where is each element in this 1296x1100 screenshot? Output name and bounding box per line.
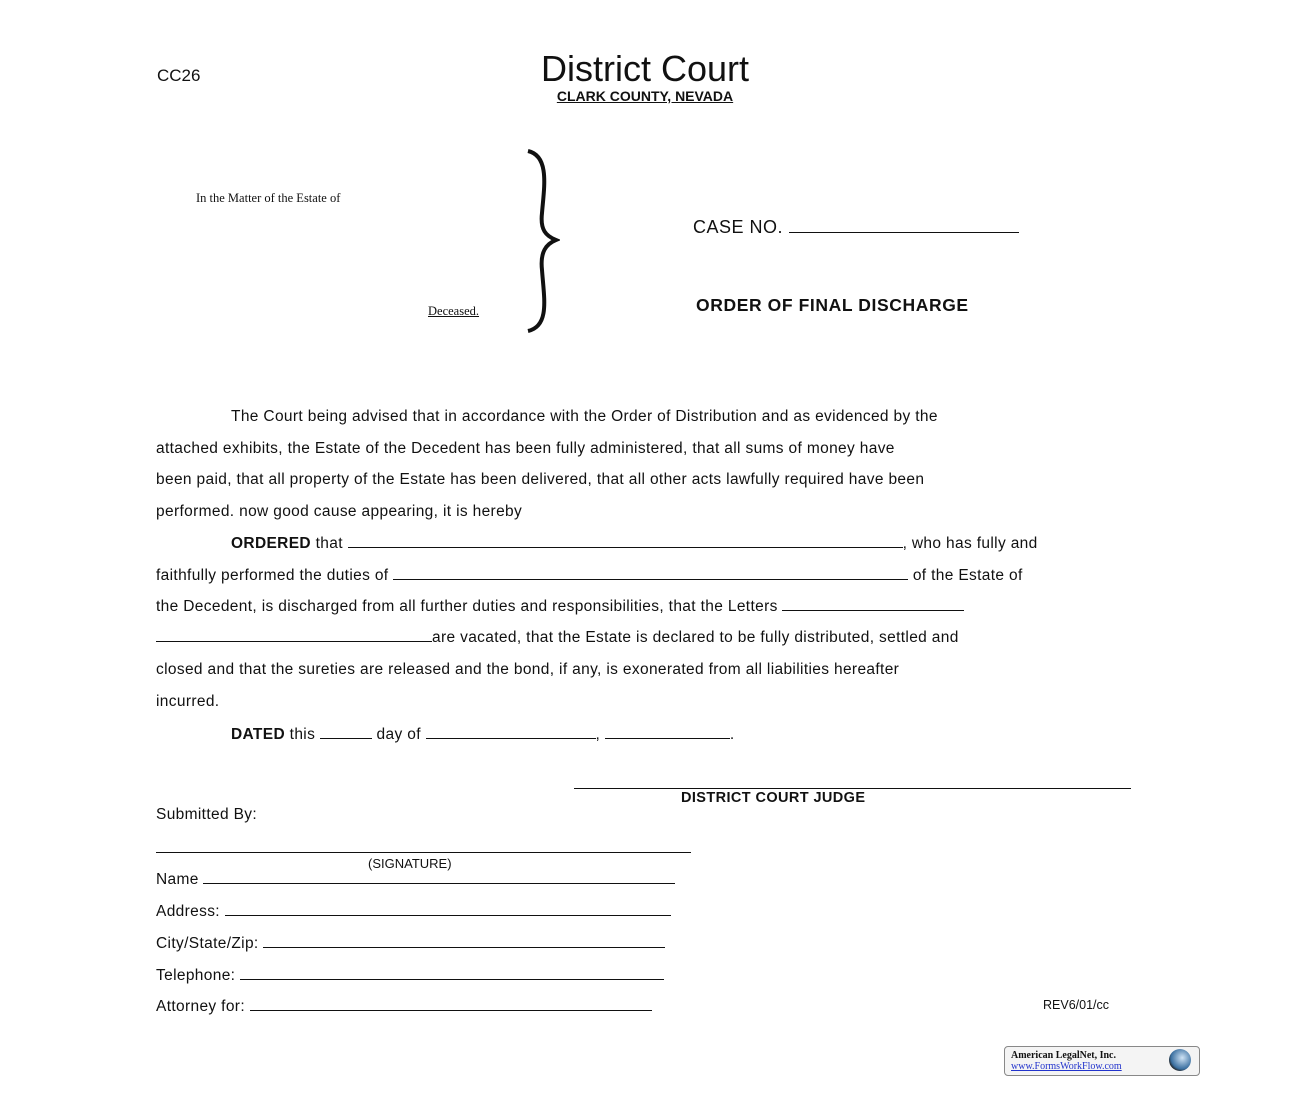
name-field[interactable]: Name [156,871,675,889]
signature-label: (SIGNATURE) [368,856,452,871]
revision-code: REV6/01/cc [1043,998,1110,1012]
letters-blank[interactable] [782,598,964,611]
address-field[interactable]: Address: [156,903,671,921]
footer-logo[interactable] [1004,1046,1200,1076]
letters-blank-2[interactable] [156,629,432,642]
duties-line: faithfully performed the duties of of the Estate of [156,567,1023,584]
submitted-by: Submitted By: [156,806,258,823]
globe-icon [1169,1049,1191,1071]
name-blank[interactable] [348,535,903,548]
judge-signature-line[interactable] [574,788,1131,789]
letters-line: the Decedent, is discharged from all further duties and responsibilities, that the Letters [156,598,964,616]
logo-company: American LegalNet, Inc. [1011,1050,1116,1061]
body-line: performed. now good cause appearing, it is hereby [156,503,523,520]
dated-line: DATED this day of , . [231,726,735,743]
duties-blank[interactable] [393,567,908,580]
order-title: ORDER OF FINAL DISCHARGE [696,295,969,315]
body-line: attached exhibits, the Estate of the Decedent has been fully administered, that all sums of money have [156,440,895,457]
court-title: District Court [540,48,750,89]
month-blank[interactable] [426,726,596,739]
caption-matter: In the Matter of the Estate of [196,191,341,205]
vacated-line: are vacated, that the Estate is declared to be fully distributed, settled and [156,629,959,647]
case-no-label: CASE NO. [693,217,784,237]
caption-deceased: Deceased. [428,304,480,318]
signature-line[interactable] [156,852,691,853]
body-line: incurred. [156,693,220,710]
attorney-for-field[interactable]: Attorney for: [156,998,652,1016]
judge-label: DISTRICT COURT JUDGE [681,790,866,806]
body-line: closed and that the sureties are released and the bond, if any, is exonerated from all liabilities hereafter [156,661,900,678]
body-line: The Court being advised that in accordance with the Order of Distribution and as evidenced by the [231,408,938,425]
caption-brace [520,148,560,334]
day-blank[interactable] [320,726,372,739]
ordered-line: ORDERED that , who has fully and [231,535,1038,552]
year-blank[interactable] [605,726,730,739]
city-state-zip-field[interactable]: City/State/Zip: [156,935,665,953]
logo-url[interactable]: www.FormsWorkFlow.com [1011,1061,1122,1072]
body-line: been paid, that all property of the Estate has been delivered, that all other acts lawfully required have been [156,471,925,488]
court-subtitle: CLARK COUNTY, NEVADA [556,88,734,104]
case-number-field[interactable] [693,217,1019,238]
telephone-field[interactable]: Telephone: [156,967,664,985]
form-code: CC26 [157,66,201,85]
